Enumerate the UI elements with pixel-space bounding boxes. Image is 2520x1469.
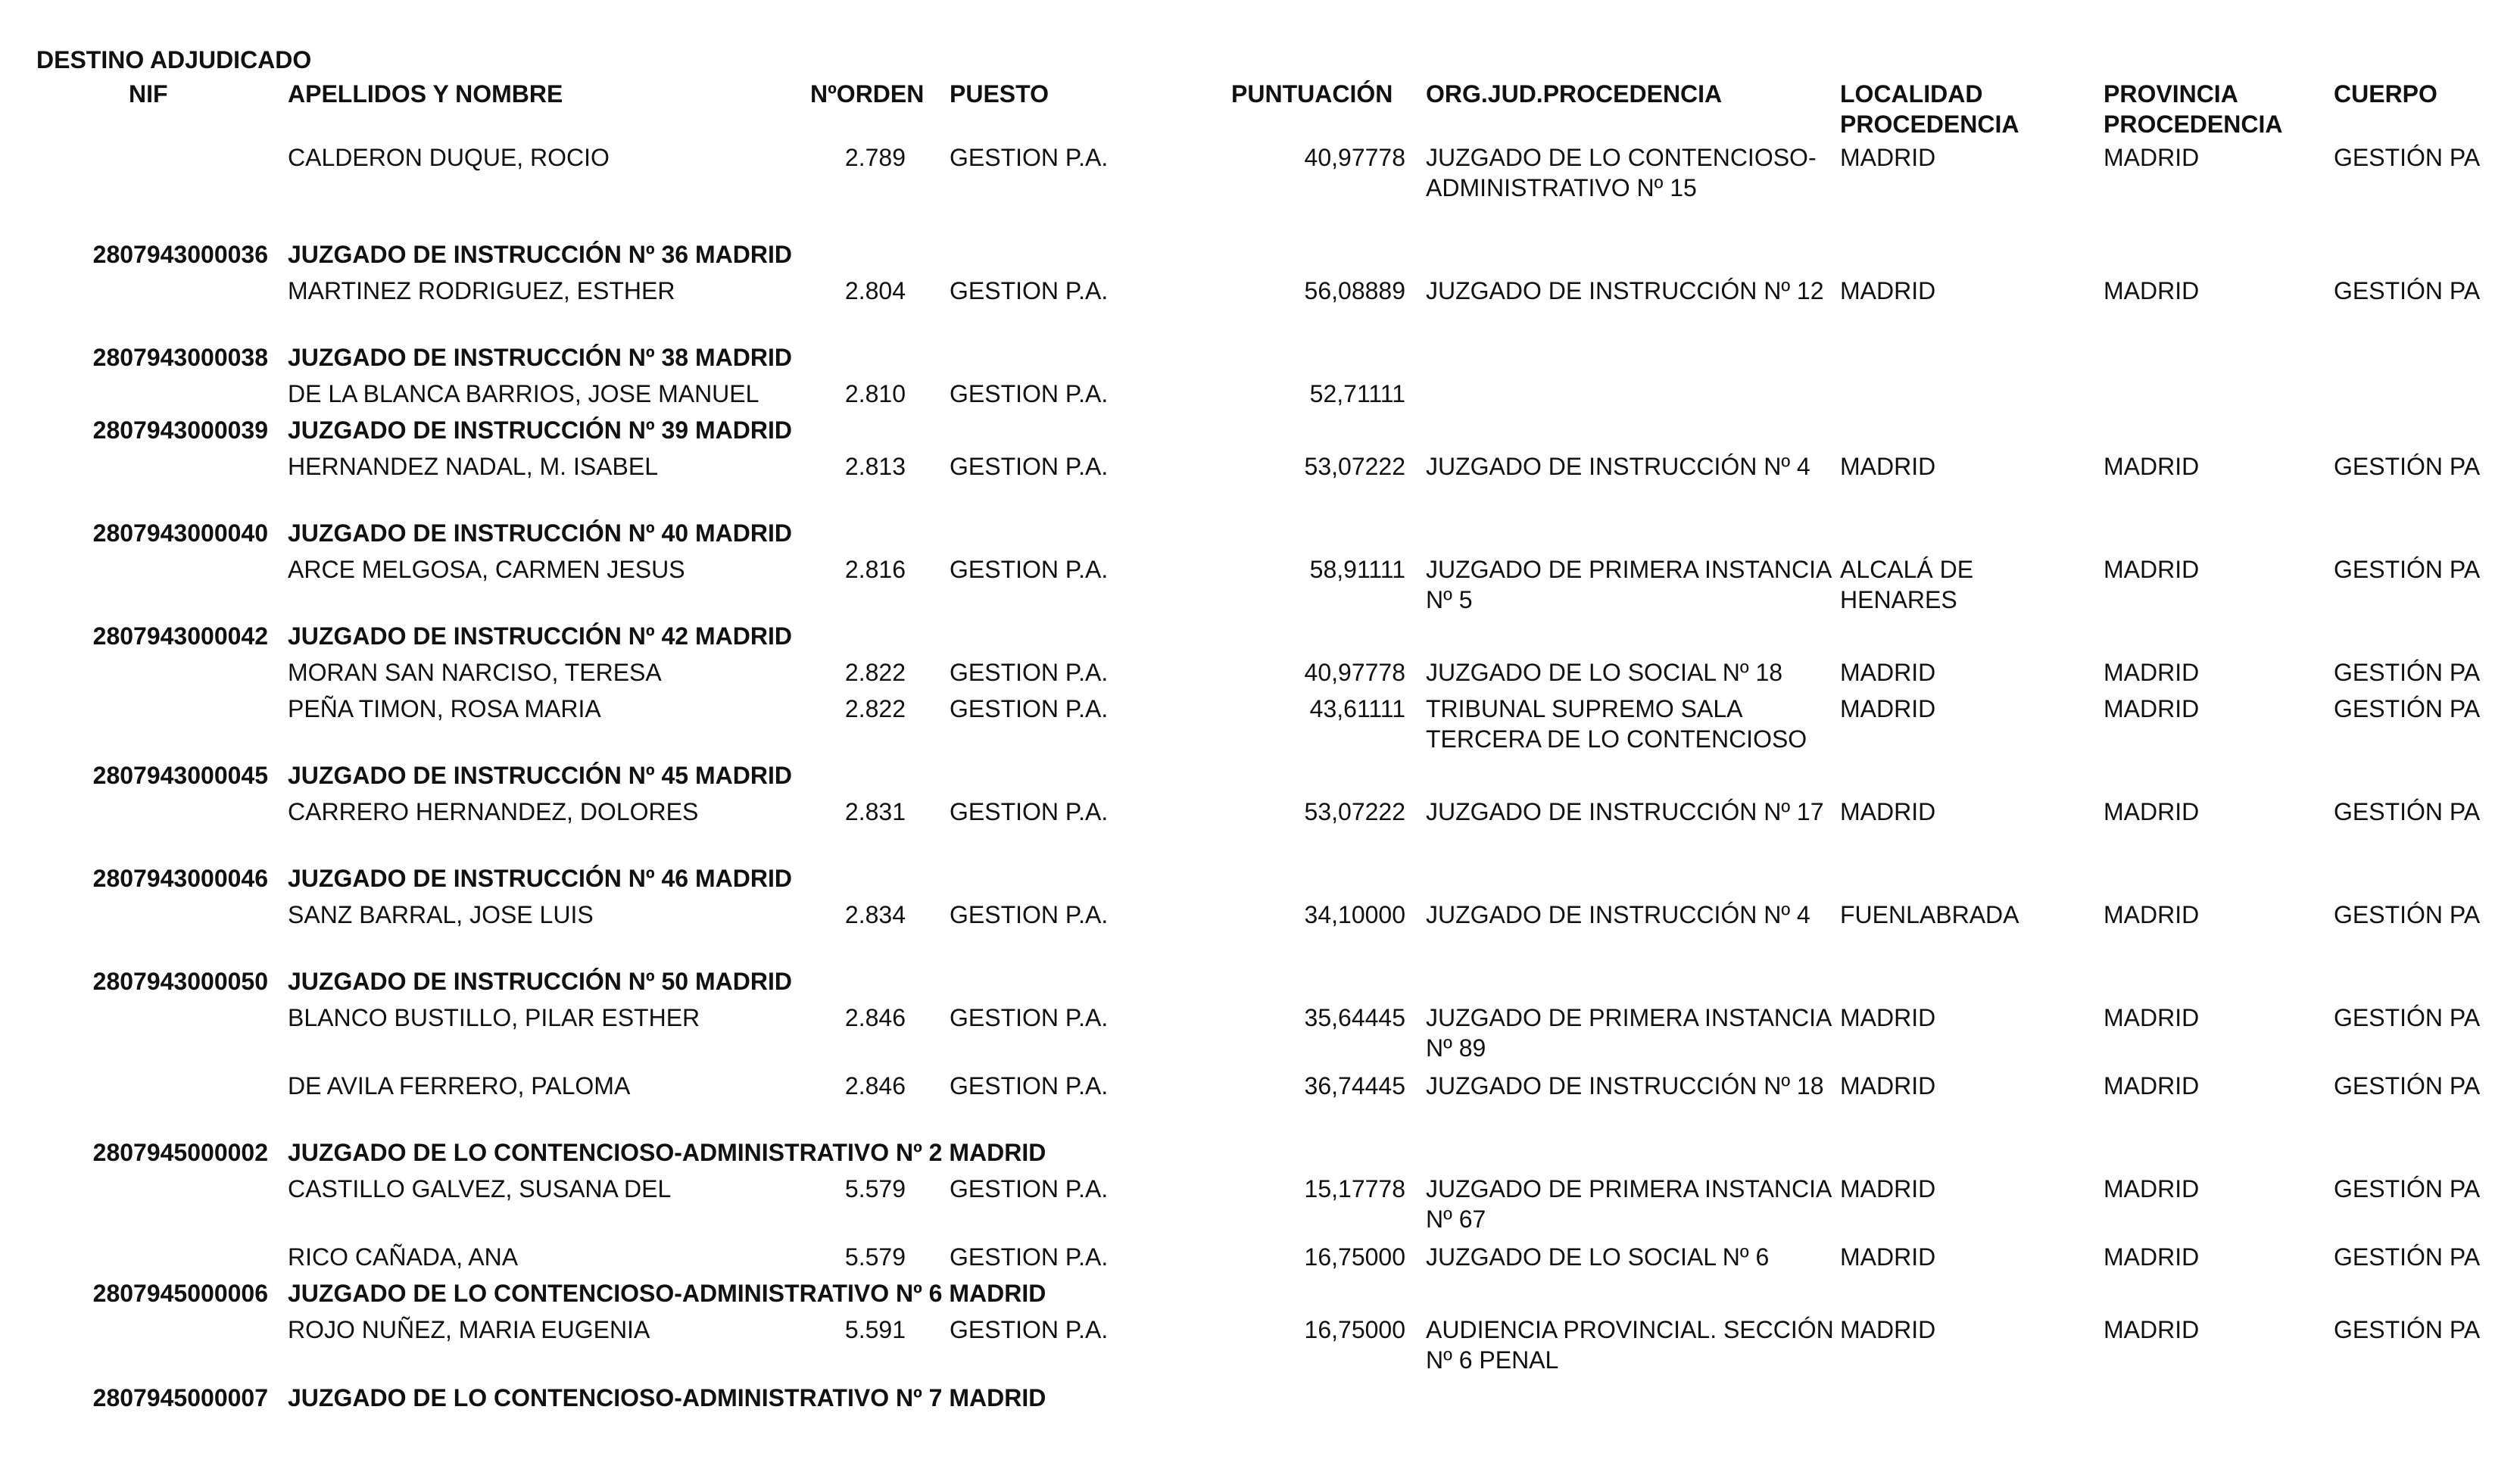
- score: 53,07222: [1304, 453, 1405, 480]
- person-name: DE LA BLANCA BARRIOS, JOSE MANUEL: [288, 380, 759, 407]
- court-title: JUZGADO DE LO CONTENCIOSO-ADMINISTRATIVO Nº 7 MADRID: [288, 1384, 1046, 1411]
- origin-court: JUZGADO DE PRIMERA INSTANCIA Nº 67: [1426, 1175, 1831, 1233]
- header-cuerpo: CUERPO: [2334, 80, 2437, 108]
- origin-province: MADRID: [2104, 1243, 2200, 1271]
- court-group-row: [0, 863, 2520, 900]
- position: GESTION P.A.: [950, 380, 1109, 407]
- person-name: CASTILLO GALVEZ, SUSANA DEL: [288, 1175, 672, 1202]
- corps: GESTIÓN PA: [2334, 1004, 2481, 1031]
- court-code: 2807943000045: [92, 762, 268, 789]
- court-code: 2807943000040: [92, 519, 268, 547]
- origin-province: MADRID: [2104, 277, 2200, 304]
- court-group-row: [0, 1278, 2520, 1315]
- header-nif: NIF: [129, 80, 168, 108]
- header-provincia: PROVINCIA PROCEDENCIA: [2104, 80, 2283, 138]
- origin-locality: MADRID: [1840, 1072, 1936, 1099]
- origin-court: JUZGADO DE LO SOCIAL Nº 6: [1426, 1243, 1770, 1271]
- origin-province: MADRID: [2104, 798, 2200, 825]
- person-name: ROJO NUÑEZ, MARIA EUGENIA: [288, 1316, 650, 1343]
- court-code: 2807945000006: [92, 1280, 268, 1307]
- order-number: 2.789: [844, 144, 906, 171]
- header-puntuacion: PUNTUACIÓN: [1231, 80, 1393, 108]
- court-title: JUZGADO DE INSTRUCCIÓN Nº 50 MADRID: [288, 968, 792, 995]
- position: GESTION P.A.: [950, 1175, 1109, 1202]
- score: 36,74445: [1304, 1072, 1405, 1099]
- position: GESTION P.A.: [950, 798, 1109, 825]
- position: GESTION P.A.: [950, 277, 1109, 304]
- origin-locality: FUENLABRADA: [1840, 901, 2019, 928]
- position: GESTION P.A.: [950, 1243, 1109, 1271]
- court-title: JUZGADO DE LO CONTENCIOSO-ADMINISTRATIVO Nº 6 MADRID: [288, 1280, 1046, 1307]
- score: 56,08889: [1304, 277, 1405, 304]
- position: GESTION P.A.: [950, 1004, 1109, 1031]
- corps: GESTIÓN PA: [2334, 1243, 2481, 1271]
- origin-province: MADRID: [2104, 556, 2200, 583]
- corps: GESTIÓN PA: [2334, 453, 2481, 480]
- court-group-row: [0, 966, 2520, 1003]
- origin-province: MADRID: [2104, 695, 2200, 722]
- person-row: [0, 276, 2520, 342]
- origin-locality: MADRID: [1840, 1243, 1936, 1271]
- court-code: 2807945000007: [92, 1384, 268, 1411]
- court-title: JUZGADO DE INSTRUCCIÓN Nº 45 MADRID: [288, 762, 792, 789]
- court-code: 2807943000039: [92, 416, 268, 444]
- person-row: [0, 142, 2520, 239]
- court-group-row: [0, 760, 2520, 797]
- court-title: JUZGADO DE INSTRUCCIÓN Nº 36 MADRID: [288, 241, 792, 268]
- order-number: 2.822: [844, 659, 906, 686]
- origin-court: JUZGADO DE INSTRUCCIÓN Nº 4: [1426, 453, 1810, 480]
- person-name: RICO CAÑADA, ANA: [288, 1243, 519, 1271]
- person-name: ARCE MELGOSA, CARMEN JESUS: [288, 556, 685, 583]
- origin-locality: MADRID: [1840, 1004, 1936, 1031]
- origin-locality: MADRID: [1840, 144, 1936, 171]
- origin-court: JUZGADO DE INSTRUCCIÓN Nº 12: [1426, 277, 1824, 304]
- origin-locality: MADRID: [1840, 1175, 1936, 1202]
- court-title: JUZGADO DE LO CONTENCIOSO-ADMINISTRATIVO Nº 2 MADRID: [288, 1139, 1046, 1166]
- score: 43,61111: [1309, 695, 1405, 722]
- score: 58,91111: [1309, 556, 1405, 583]
- origin-province: MADRID: [2104, 659, 2200, 686]
- order-number: 5.579: [844, 1175, 906, 1202]
- court-title: JUZGADO DE INSTRUCCIÓN Nº 39 MADRID: [288, 416, 792, 444]
- score: 34,10000: [1304, 901, 1405, 928]
- origin-court: JUZGADO DE INSTRUCCIÓN Nº 4: [1426, 901, 1810, 928]
- order-number: 2.813: [844, 453, 906, 480]
- person-name: SANZ BARRAL, JOSE LUIS: [288, 901, 594, 928]
- score: 15,17778: [1304, 1175, 1405, 1202]
- origin-court: JUZGADO DE PRIMERA INSTANCIA Nº 5: [1426, 556, 1831, 613]
- origin-locality: MADRID: [1840, 798, 1936, 825]
- person-name: CALDERON DUQUE, ROCIO: [288, 144, 610, 171]
- origin-court: JUZGADO DE LO SOCIAL Nº 18: [1426, 659, 1783, 686]
- person-row: [0, 1174, 2520, 1242]
- score: 40,97778: [1304, 659, 1405, 686]
- origin-court: JUZGADO DE LO CONTENCIOSO-ADMINISTRATIVO Nº 15: [1426, 144, 1817, 201]
- corps: GESTIÓN PA: [2334, 798, 2481, 825]
- court-code: 2807943000046: [92, 865, 268, 892]
- score: 16,75000: [1304, 1243, 1405, 1271]
- court-code: 2807943000042: [92, 622, 268, 650]
- adjudication-table: [0, 142, 2520, 1419]
- person-name: MORAN SAN NARCISO, TERESA: [288, 659, 662, 686]
- score: 16,75000: [1304, 1316, 1405, 1343]
- court-group-row: [0, 342, 2520, 379]
- origin-locality: MADRID: [1840, 695, 1936, 722]
- header-name: APELLIDOS Y NOMBRE: [288, 80, 563, 108]
- order-number: 2.822: [844, 695, 906, 722]
- origin-province: MADRID: [2104, 1175, 2200, 1202]
- origin-locality: MADRID: [1840, 659, 1936, 686]
- origin-court: JUZGADO DE INSTRUCCIÓN Nº 17: [1426, 798, 1824, 825]
- position: GESTION P.A.: [950, 1072, 1109, 1099]
- origin-locality: MADRID: [1840, 453, 1936, 480]
- person-name: HERNANDEZ NADAL, M. ISABEL: [288, 453, 658, 480]
- origin-locality: MADRID: [1840, 277, 1936, 304]
- order-number: 2.810: [844, 380, 906, 407]
- order-number: 2.834: [844, 901, 906, 928]
- origin-province: MADRID: [2104, 1316, 2200, 1343]
- order-number: 2.831: [844, 798, 906, 825]
- origin-province: MADRID: [2104, 453, 2200, 480]
- person-row: [0, 379, 2520, 415]
- corps: GESTIÓN PA: [2334, 277, 2481, 304]
- court-group-row: [0, 239, 2520, 276]
- person-row: [0, 900, 2520, 966]
- header-puesto: PUESTO: [950, 80, 1049, 108]
- origin-province: MADRID: [2104, 1072, 2200, 1099]
- court-title: JUZGADO DE INSTRUCCIÓN Nº 42 MADRID: [288, 622, 792, 650]
- position: GESTION P.A.: [950, 1316, 1109, 1343]
- court-group-row: [0, 415, 2520, 451]
- person-row: [0, 1003, 2520, 1071]
- header-org: ORG.JUD.PROCEDENCIA: [1426, 80, 1723, 108]
- header-orden: NºORDEN: [810, 80, 925, 108]
- position: GESTION P.A.: [950, 453, 1109, 480]
- corps: GESTIÓN PA: [2334, 144, 2481, 171]
- court-code: 2807945000002: [92, 1139, 268, 1166]
- person-name: MARTINEZ RODRIGUEZ, ESTHER: [288, 277, 675, 304]
- origin-locality: MADRID: [1840, 1316, 1936, 1343]
- order-number: 2.846: [844, 1072, 906, 1099]
- origin-court: JUZGADO DE INSTRUCCIÓN Nº 18: [1426, 1072, 1824, 1099]
- court-title: JUZGADO DE INSTRUCCIÓN Nº 46 MADRID: [288, 865, 792, 892]
- order-number: 5.591: [844, 1316, 906, 1343]
- corps: GESTIÓN PA: [2334, 1316, 2481, 1343]
- origin-province: MADRID: [2104, 901, 2200, 928]
- origin-locality: ALCALÁ DE HENARES: [1840, 556, 1974, 613]
- person-row: [0, 554, 2520, 621]
- corps: GESTIÓN PA: [2334, 1175, 2481, 1202]
- origin-province: MADRID: [2104, 1004, 2200, 1031]
- order-number: 2.816: [844, 556, 906, 583]
- order-number: 2.846: [844, 1004, 906, 1031]
- person-row: [0, 694, 2520, 760]
- court-code: 2807943000038: [92, 344, 268, 371]
- person-row: [0, 451, 2520, 518]
- corps: GESTIÓN PA: [2334, 695, 2481, 722]
- order-number: 2.804: [844, 277, 906, 304]
- court-group-row: [0, 518, 2520, 554]
- score: 53,07222: [1304, 798, 1405, 825]
- score: 40,97778: [1304, 144, 1405, 171]
- position: GESTION P.A.: [950, 144, 1109, 171]
- position: GESTION P.A.: [950, 556, 1109, 583]
- person-name: DE AVILA FERRERO, PALOMA: [288, 1072, 631, 1099]
- person-name: CARRERO HERNANDEZ, DOLORES: [288, 798, 699, 825]
- score: 35,64445: [1304, 1004, 1405, 1031]
- person-row: [0, 1315, 2520, 1383]
- court-code: 2807943000036: [92, 241, 268, 268]
- person-name: PEÑA TIMON, ROSA MARIA: [288, 695, 601, 722]
- corps: GESTIÓN PA: [2334, 556, 2481, 583]
- court-group-row: [0, 1383, 2520, 1419]
- origin-court: JUZGADO DE PRIMERA INSTANCIA Nº 89: [1426, 1004, 1831, 1062]
- corps: GESTIÓN PA: [2334, 659, 2481, 686]
- position: GESTION P.A.: [950, 901, 1109, 928]
- header-localidad: LOCALIDAD PROCEDENCIA: [1840, 80, 2019, 138]
- court-title: JUZGADO DE INSTRUCCIÓN Nº 38 MADRID: [288, 344, 792, 371]
- court-title: JUZGADO DE INSTRUCCIÓN Nº 40 MADRID: [288, 519, 792, 547]
- corps: GESTIÓN PA: [2334, 901, 2481, 928]
- origin-court: AUDIENCIA PROVINCIAL. SECCIÓN Nº 6 PENAL: [1426, 1316, 1834, 1374]
- court-group-row: [0, 621, 2520, 657]
- origin-province: MADRID: [2104, 144, 2200, 171]
- court-code: 2807943000050: [92, 968, 268, 995]
- person-row: [0, 1071, 2520, 1137]
- document-title: DESTINO ADJUDICADO: [36, 46, 312, 73]
- court-group-row: [0, 1137, 2520, 1174]
- order-number: 5.579: [844, 1243, 906, 1271]
- position: GESTION P.A.: [950, 659, 1109, 686]
- score: 52,71111: [1309, 380, 1405, 407]
- person-row: [0, 657, 2520, 694]
- corps: GESTIÓN PA: [2334, 1072, 2481, 1099]
- origin-court: TRIBUNAL SUPREMO SALA TERCERA DE LO CONTENCIOSO: [1426, 695, 1807, 753]
- person-row: [0, 1242, 2520, 1278]
- person-row: [0, 797, 2520, 863]
- person-name: BLANCO BUSTILLO, PILAR ESTHER: [288, 1004, 700, 1031]
- position: GESTION P.A.: [950, 695, 1109, 722]
